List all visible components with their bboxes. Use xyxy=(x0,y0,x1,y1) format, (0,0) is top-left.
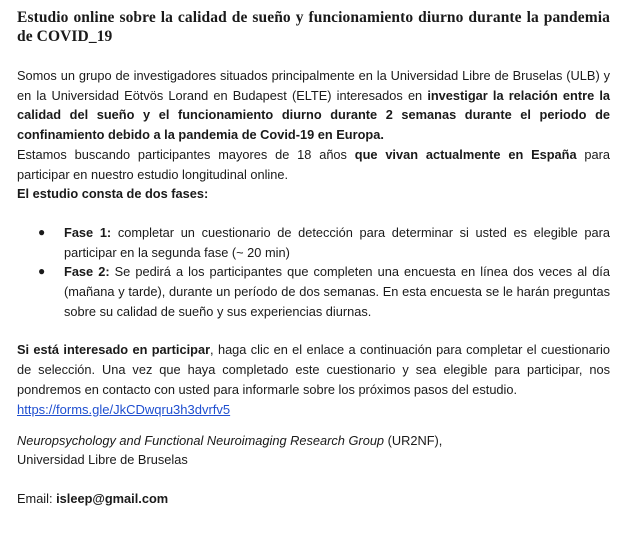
intro-paragraph xyxy=(17,66,610,145)
phase-1-text: completar un cuestionario de detección para determinar si usted es elegible para participar en la segunda fase (~ 20 min) xyxy=(64,224,610,260)
bullet-icon: ● xyxy=(38,224,46,239)
group-name: Neuropsychology and Functional Neuroimaging Research Group xyxy=(17,432,385,448)
phases-heading xyxy=(17,184,610,204)
phase-item-1 xyxy=(17,223,610,262)
participants-paragraph xyxy=(17,145,610,184)
spacer xyxy=(17,321,610,340)
spacer xyxy=(17,204,610,223)
participants-text: Estamos buscando participantes mayores de 18 años xyxy=(17,146,355,162)
cta-paragraph xyxy=(17,340,610,399)
phase-1-label: Fase 1: xyxy=(64,224,112,240)
spacer xyxy=(17,419,610,431)
spacer xyxy=(17,470,610,489)
university-name: Universidad Libre de Bruselas xyxy=(17,452,188,468)
form-link[interactable]: https://forms.gle/JkCDwqru3h3dvrfv5 xyxy=(17,401,231,417)
phases-heading-text: El estudio consta de dos fases: xyxy=(17,186,209,202)
phases-list xyxy=(17,223,610,322)
group-paragraph xyxy=(17,431,610,470)
participants-bold: que vivan actualmente en España xyxy=(354,146,577,162)
page-title: Estudio online sobre la calidad de sueño y funcionamiento diurno durante la pandemia de COVID_19 xyxy=(17,9,610,45)
email-address[interactable]: isleep@gmail.com xyxy=(56,490,169,506)
bullet-icon: ● xyxy=(38,264,46,279)
email-line xyxy=(17,489,610,509)
phase-2-label: Fase 2: xyxy=(64,264,110,280)
phase-2-text: Se pedirá a los participantes que completen una encuesta en línea dos veces al día (mañana y tarde), durante un período de dos semanas. En esta encuesta se le harán preguntas sobre su calidad de sueño y sus experiencias diurnas. xyxy=(64,264,610,319)
intro-text-1: Somos un grupo de investigadores situados principalmente en la Universidad Libre de Bruselas (ULB) y en la Universidad Eötvös Lorand en Budapest (ELTE) interesados en xyxy=(17,68,610,103)
email-label: Email: xyxy=(17,490,57,506)
cta-bold: Si está interesado en participar xyxy=(17,342,211,358)
phase-item-2 xyxy=(17,262,610,321)
intro-bold-1: investigar la relación entre la calidad del sueño y el funcionamiento diurno durante 2 semanas durante el periodo de confinamiento debido a la pandemia de Covid-19 en Europa. xyxy=(17,87,610,143)
group-code: (UR2NF), xyxy=(384,432,443,448)
participants-text-end: para participar en nuestro estudio longitudinal online. xyxy=(17,146,611,182)
cta-text: , haga clic en el enlace a continuación para completar el cuestionario de selección. Una vez que haya completado este cuestionario y sea elegible para participar, nos pondremos en contacto con usted para informarle sobre los próximos pasos del estudio. xyxy=(17,342,610,397)
